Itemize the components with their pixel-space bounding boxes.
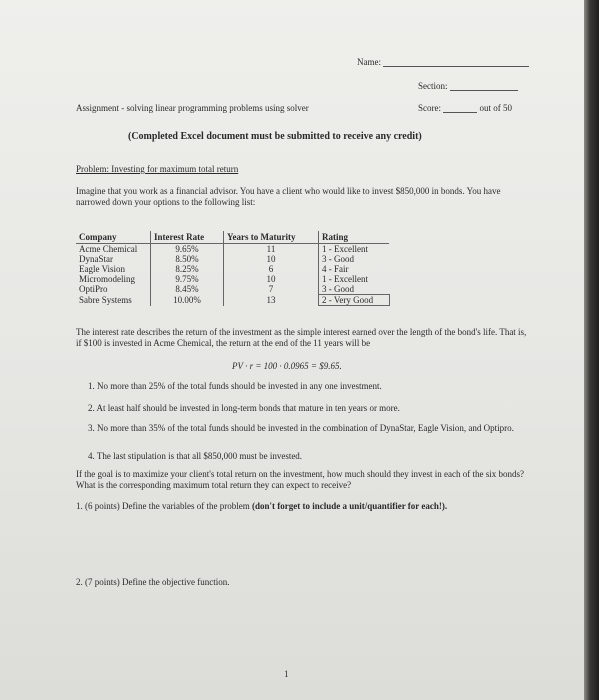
rating-cell: 1 - Excellent [319,244,390,255]
rating-cell: 3 - Good [319,254,390,264]
constraint-3: 3. No more than 35% of the total funds should be invested in the combination of DynaStar, Eagle Vision, and Optipro. [88,423,514,433]
table-row [76,295,389,306]
score-suffix: out of 50 [479,103,512,113]
question-1-prompt: 1. (6 points) Define the variables of the problem [76,501,252,511]
rate-cell: 10.00% [151,295,224,306]
table-row [76,274,389,284]
table-row [76,284,389,295]
page-number: 1 [284,669,289,679]
assignment-title: Assignment - solving linear programming problems using solver [76,103,309,113]
header-interest-rate: Interest Rate [151,231,224,244]
header-rating: Rating [319,231,390,244]
question-1 [76,501,447,512]
question-1-emphasis: (don't forget to include a unit/quantifier for each!). [251,501,448,511]
section-label: Section: [418,81,448,91]
rating-cell: 2 - Very Good [319,295,390,306]
constraint-4: 4. The last stipulation is that all $850,000 must be invested. [88,451,303,461]
constraint-1: 1. No more than 25% of the total funds should be invested in any one investment. [88,381,382,391]
name-field [357,57,529,67]
rate-cell: 9.65% [151,244,224,255]
section-blank[interactable] [450,90,518,91]
years-cell: 11 [224,244,319,255]
table-row [76,264,389,274]
name-label: Name: [357,57,381,67]
company-cell: OptiPro [79,284,108,294]
problem-title: Problem: Investing for maximum total return [76,164,239,174]
score-field [418,103,512,113]
table-row [76,244,389,255]
submission-notice: (Completed Excel document must be submitted to receive any credit) [128,131,422,142]
years-cell: 6 [224,264,319,274]
goal-text: If the goal is to maximize your client's total return on the investment, how much should they invest in each of the six bonds? What is the corresponding maximum total return they can expect to receive? [76,469,525,490]
years-cell: 10 [224,254,319,264]
score-blank[interactable] [443,112,477,113]
years-cell: 10 [224,274,319,284]
question-2: 2. (7 points) Define the objective function. [76,577,230,587]
constraint-2: 2. At least half should be invested in long-term bonds that mature in ten years or more. [88,403,400,413]
bond-options-table [76,231,390,306]
rate-cell: 8.45% [151,284,224,295]
years-cell: 7 [224,284,319,295]
rating-cell: 3 - Good [319,284,390,295]
rate-cell: 9.75% [151,274,224,284]
problem-intro: Imagine that you work as a financial advisor. You have a client who would like to invest $850,000 in bonds. You have narrowed down your options to the following list: [76,186,501,207]
table-row [76,254,389,264]
example-formula: PV · r = 100 · 0.0965 = $9.65. [232,361,342,371]
company-cell: Sabre Systems [79,294,132,305]
rate-cell: 8.50% [151,254,224,264]
score-label: Score: [418,103,441,113]
desk-background [584,0,599,700]
header-company: Company [76,231,151,244]
company-cell: DynaStar [79,254,113,264]
rate-cell: 8.25% [151,264,224,274]
rating-cell: 1 - Excellent [319,274,390,284]
explanation-text: The interest rate describes the return of the investment as the simple interest earned over the length of the bond's life. That is, if $100 is invested in Acme Chemical, the return at the end of the 11 years will be [76,327,527,348]
years-cell: 13 [224,295,319,306]
rating-cell: 4 - Fair [319,264,390,274]
company-cell: Eagle Vision [79,264,126,274]
header-years-to-maturity: Years to Maturity [224,231,319,244]
company-cell: Acme Chemical [79,244,138,254]
table-header-row [76,231,389,244]
name-blank[interactable] [383,66,529,67]
company-cell: Micromodeling [79,274,135,284]
section-field [418,81,518,91]
